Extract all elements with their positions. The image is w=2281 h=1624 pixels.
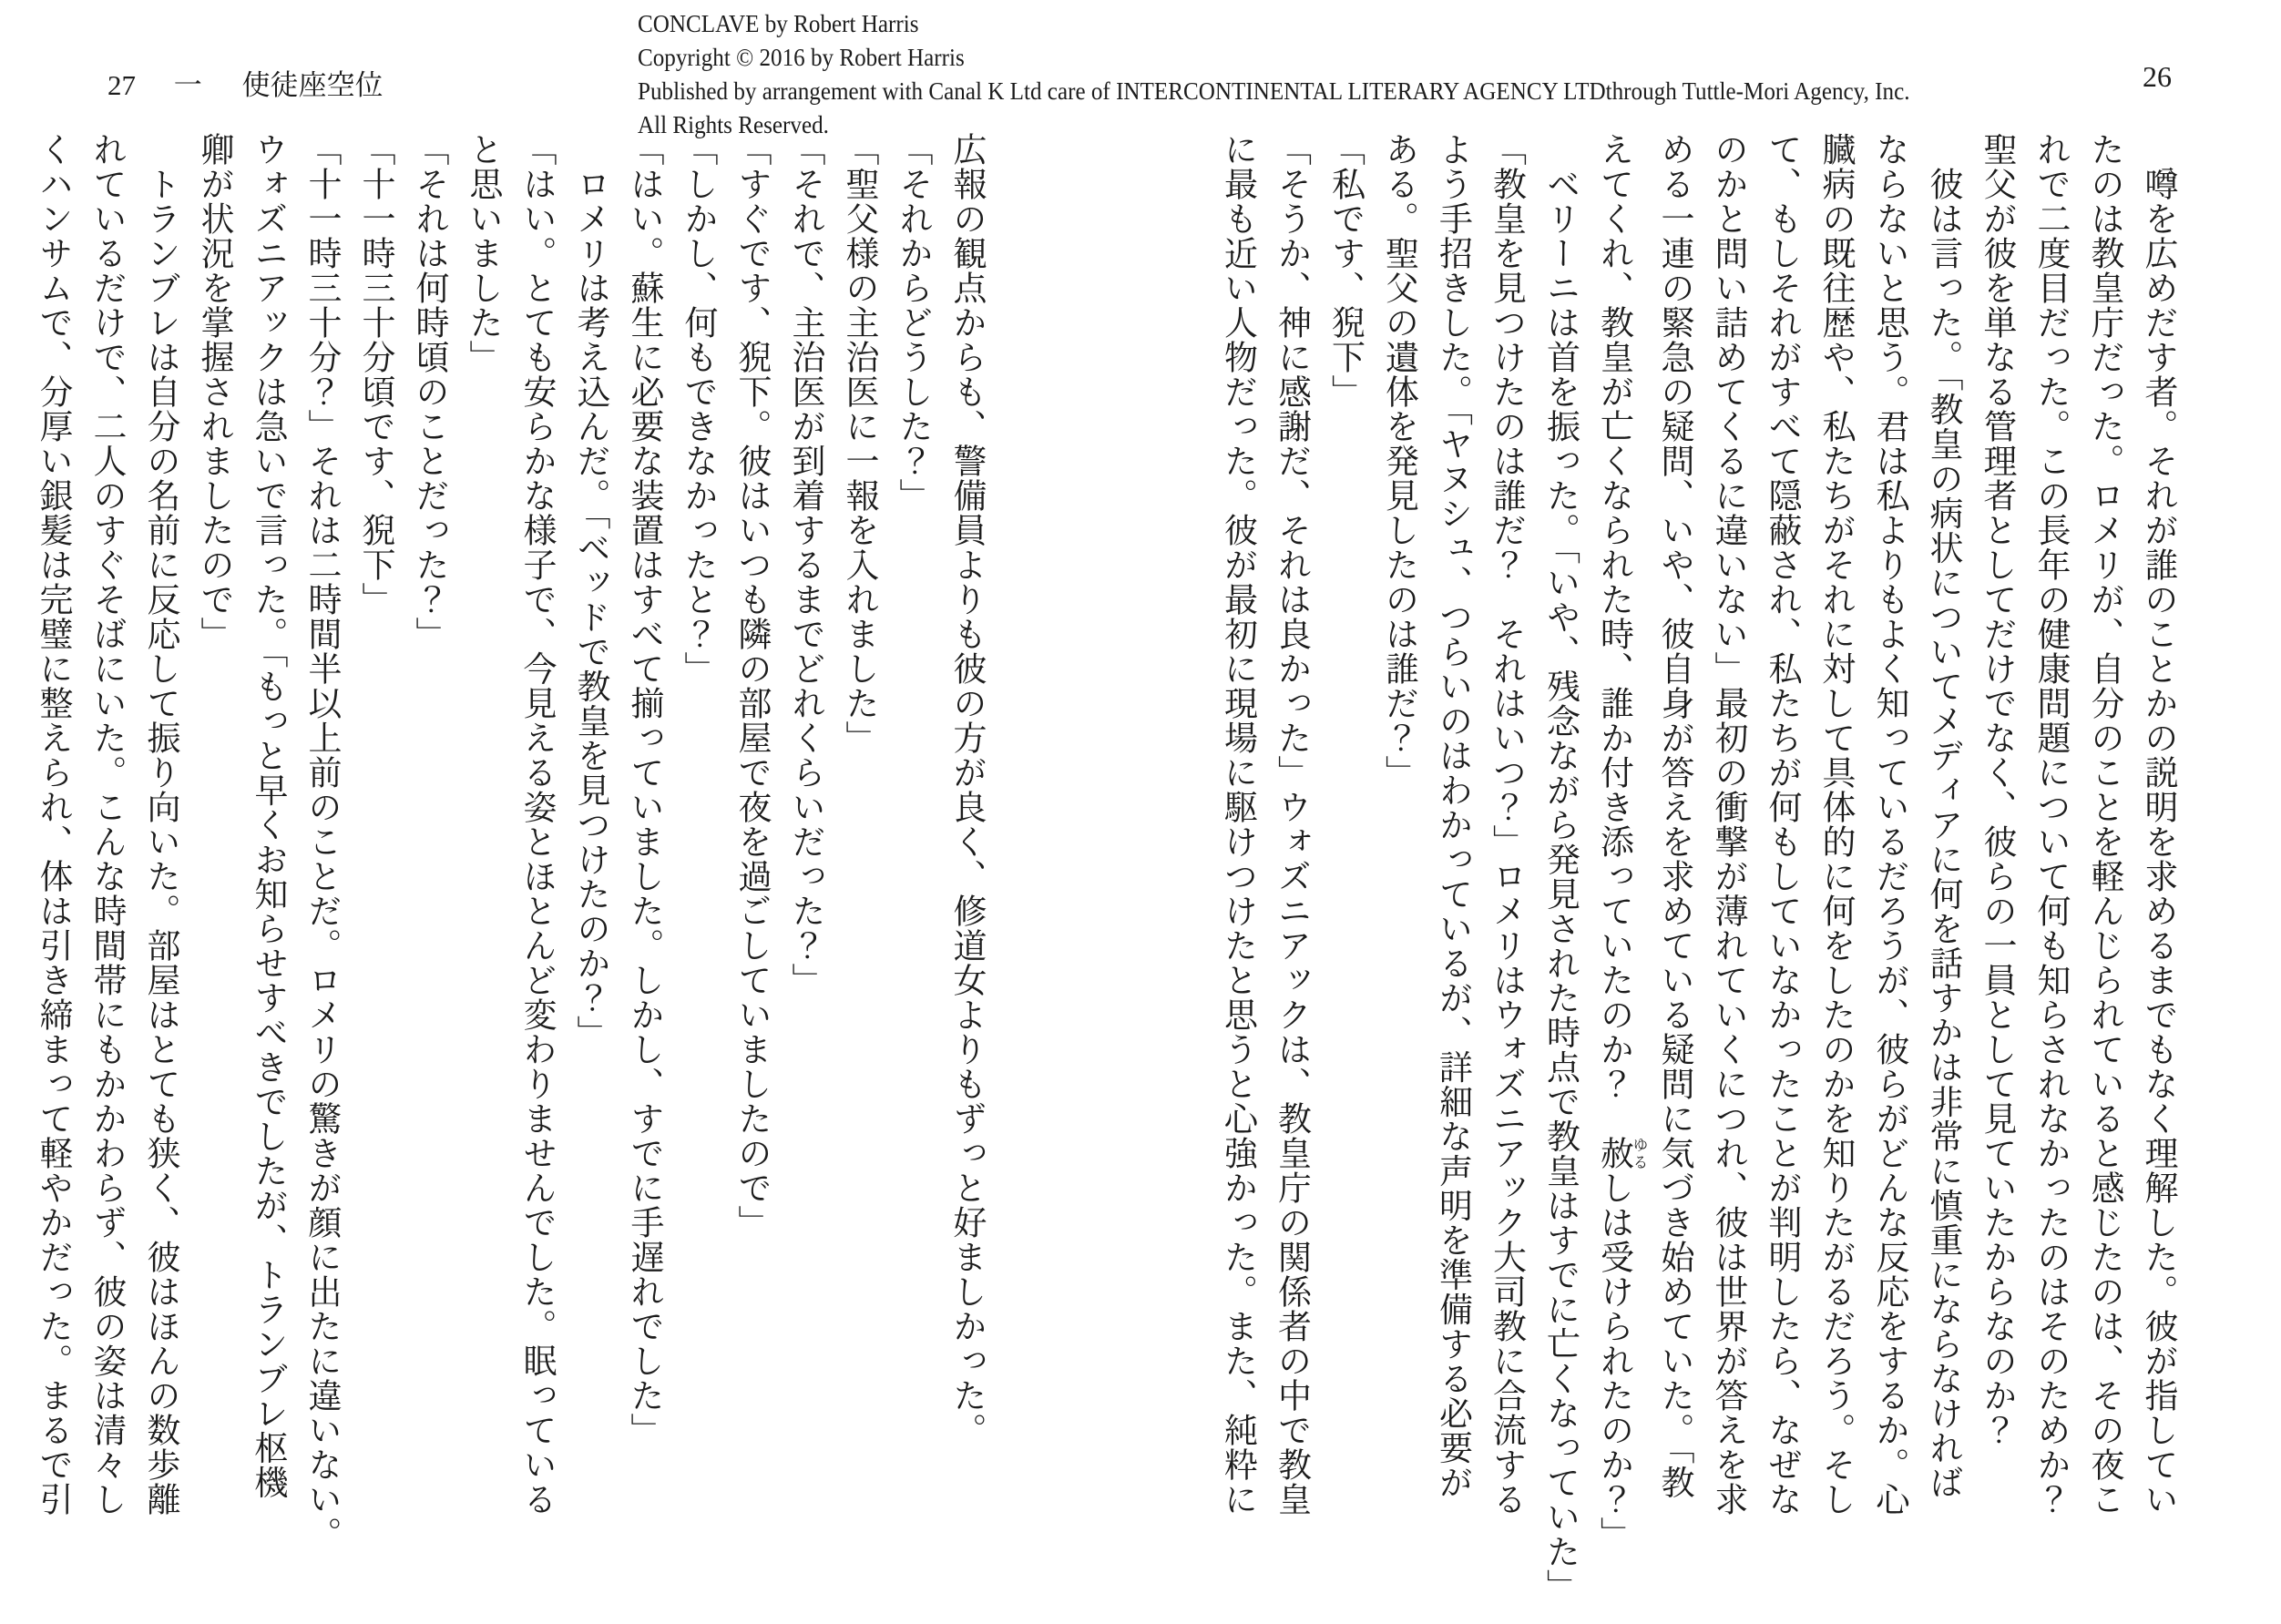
text-column: 「それからどうした？」 <box>894 132 931 513</box>
text-column: 「はい。とても安らかな様子で、今見える姿とほとんど変わりませんでした。眠っている <box>517 132 555 1517</box>
copyright-line: Copyright © 2016 by Robert Harris <box>638 44 965 71</box>
text-column: のかと問い詰めてくるに違いない」最初の衝撃が薄れていくにつれ、彼は世界が答えを求 <box>1709 132 1746 1517</box>
text-column: ウォズニアックは急いで言った。「もっと早くお知らせすべきでしたが、トランブレ枢機 <box>249 132 286 1500</box>
text-column: れているだけで、二人のすぐそばにいた。こんな時間帯にもかかわらず、彼の姿は清々し <box>87 132 125 1517</box>
text-column: くハンサムで、分厚い銀髪は完璧に整えられ、体は引き締まって軽やかだった。まるで引 <box>34 132 71 1517</box>
copyright-header <box>638 7 1909 142</box>
text-column: める一連の緊急の疑問、いや、彼自身が答えを求めている疑問に気づき始めていた。「教 <box>1655 132 1693 1500</box>
rights-line: All Rights Reserved. <box>638 111 829 138</box>
text-column: 「聖父様の主治医に一報を入れました」 <box>840 132 877 755</box>
text-column: 臓病の既往歴や、私たちがそれに対して具体的に何をしたのかを知りたがるだろう。そし <box>1816 132 1854 1517</box>
chapter-title: 使徒座空位 <box>241 69 384 101</box>
book-title-line: CONCLAVE by Robert Harris <box>638 10 919 37</box>
text-column: 噂を広めだす者。それが誰のことかの説明を求めるまでもなく理解した。彼が指してい <box>2139 132 2176 1517</box>
text-column: 聖父が彼を単なる管理者としてだけでなく、彼らの一員として見ていたからなのか？ <box>1978 132 2015 1447</box>
text-column: ロメリは考え込んだ。「ベッドで教皇を見つけたのか？」 <box>571 132 609 1050</box>
text-column: に最も近い人物だった。彼が最初に現場に駆けつけたと思うと心強かった。また、純粋に <box>1218 132 1256 1517</box>
right-page-text-body <box>1211 132 2185 1620</box>
text-column: 「十一時三十分？」それは二時間半以上前のことだ。ロメリの驚きが顔に出たに違いない。 <box>302 132 340 1551</box>
text-column: 「教皇を見つけたのは誰だ？ それはいつ？」ロメリはウォズニアック大司教に合流する <box>1487 132 1525 1517</box>
text-column: ならないと思う。君は私よりもよく知っているだろうが、彼らがどんな反応をするか。心 <box>1870 132 1908 1517</box>
left-page-text-body <box>26 132 993 1620</box>
text-column: ベリーニは首を振った。「いや、残念ながら発見された時点で教皇はすでに亡くなっていた」 <box>1540 132 1579 1604</box>
left-page-running-head <box>107 62 384 103</box>
text-column: て、もしそれがすべて隠蔽され、私たちが何もしていなかったことが判明したら、なぜな <box>1763 132 1800 1517</box>
text-column: えてくれ、教皇が亡くなられた時、誰か付き添っていたのか？ 赦ゆるしは受けられたのか？」 <box>1594 132 1648 1551</box>
chapter-number: 一 <box>173 69 202 101</box>
text-column: よう手招きした。「ヤヌシュ、つらいのはわかっているが、詳細な声明を準備する必要が <box>1433 132 1471 1500</box>
text-column: ある。聖父の遺体を発見したのは誰だ？」 <box>1379 132 1417 790</box>
text-column: 「それは何時頃のことだった？」 <box>410 132 447 651</box>
text-column: 卿が状況を掌握されましたので」 <box>195 132 232 651</box>
text-column: 「それで、主治医が到着するまでどれくらいだった？」 <box>786 132 823 997</box>
right-page-number: 26 <box>2143 60 2172 93</box>
text-column: 「十一時三十分頃です、猊下」 <box>356 132 394 617</box>
text-column: 広報の観点からも、警備員よりも彼の方が良く、修道女よりもずっと好ましかった。 <box>947 132 985 1447</box>
text-column: れで二度目だった。この長年の健康問題について何も知らされなかったのはそのためか？ <box>2031 132 2069 1517</box>
text-column: 「私です、猊下」 <box>1325 132 1364 409</box>
text-column: たのは教皇庁だった。ロメリが、自分のことを軽んじられていると感じたのは、その夜こ <box>2085 132 2122 1517</box>
text-column: 彼は言った。「教皇の病状についてメディアに何を話すかは非常に慎重にならなければ <box>1924 132 1961 1500</box>
arrangement-line: Published by arrangement with Canal K Ltd care of INTERCONTINENTAL LITERARY AGENCY LTDthrough Tuttle-Mori Agency, Inc. <box>638 77 1910 105</box>
text-column: 「そうか、神に感謝だ、それは良かった」ウォズニアックは、教皇庁の関係者の中で教皇 <box>1272 132 1310 1517</box>
text-column: 「すぐです、猊下。彼はいつも隣の部屋で夜を過ごしていましたので」 <box>732 132 770 1240</box>
text-column: 「はい。蘇生に必要な装置はすべて揃っていました。しかし、すでに手遅れでした」 <box>625 132 662 1447</box>
left-page-number: 27 <box>107 69 136 101</box>
text-column: 「しかし、何もできなかったと？」 <box>679 132 716 686</box>
text-column: と思いました」 <box>464 132 501 374</box>
text-column: トランブレは自分の名前に反応して振り向いた。部屋はとても狭く、彼はほんの数歩離 <box>141 132 179 1517</box>
